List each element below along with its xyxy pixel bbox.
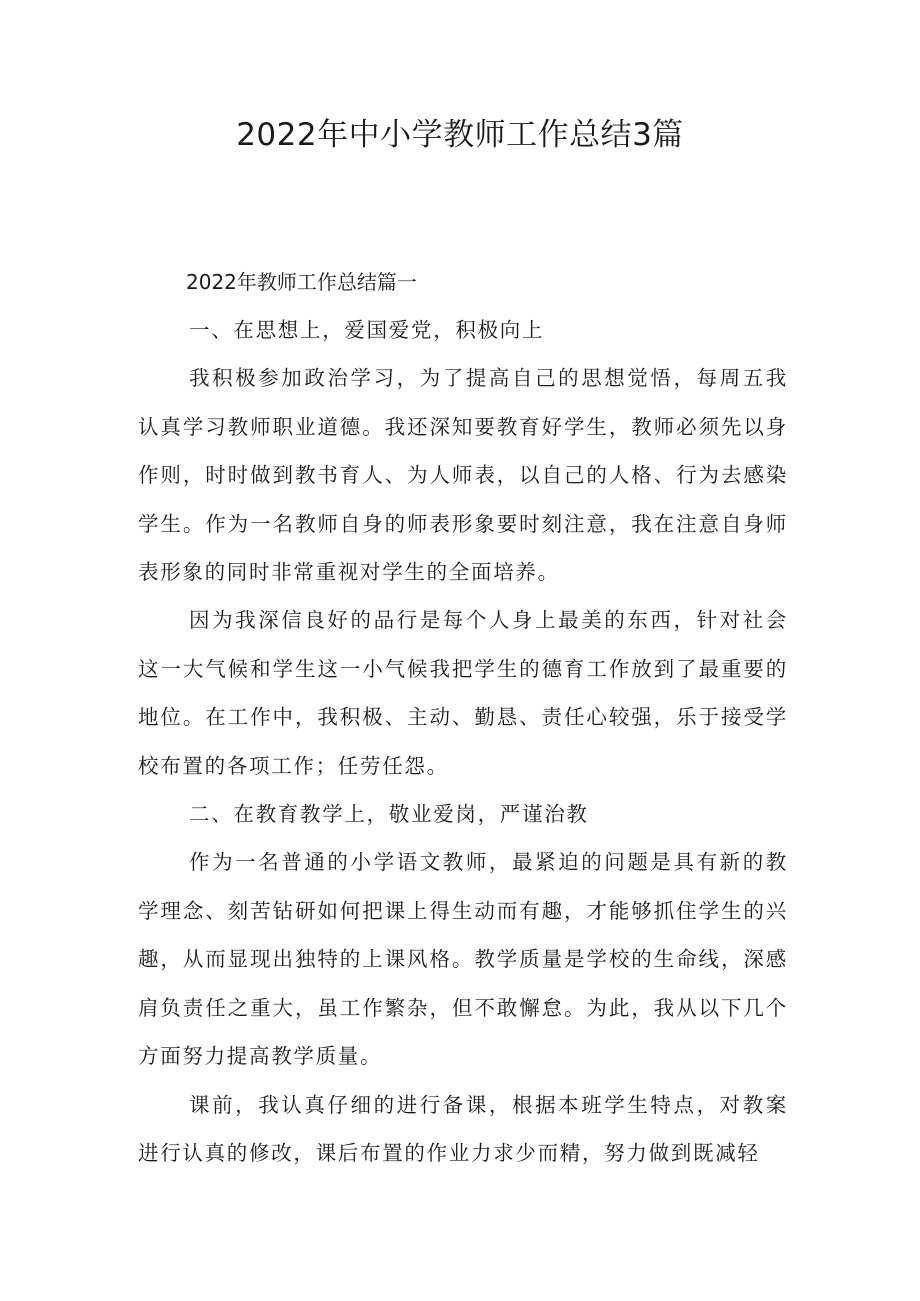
paragraph: 我积极参加政治学习，为了提高自己的思想觉悟，每周五我认真学习教师职业道德。我还深知要教育好学生，教师必须先以身作则，时时做到教书育人、为人师表，以自己的人格、行为去感染学生。作为一名教师自身的师表形象要时刻注意，我在注意自身师表形象的同时非常重视对学生的全面培养。 bbox=[138, 366, 788, 585]
document-title: 2022年中小学教师工作总结3篇 bbox=[236, 117, 684, 153]
document-body bbox=[138, 258, 788, 1177]
section-heading-1: 一、在思想上，爱国爱党，积极向上 bbox=[189, 318, 545, 342]
paragraph: 因为我深信良好的品行是每个人身上最美的东西，针对社会这一大气候和学生这一小气候我把学生的德育工作放到了最重要的地位。在工作中，我积极、主动、勤恳、责任心较强，乐于接受学校布置的各项工作；任劳任怨。 bbox=[138, 608, 788, 778]
section-heading-2: 二、在教育教学上，敬业爱岗，严谨治教 bbox=[189, 802, 589, 827]
paragraph: 作为一名普通的小学语文教师，最紧迫的问题是具有新的教学理念、刻苦钻研如何把课上得生动而有趣，才能够抓住学生的兴趣，从而显现出独特的上课风格。教学质量是学校的生命线，深感肩负责任之重大，虽工作繁杂，但不敢懈怠。为此，我从以下几个方面努力提高教学质量。 bbox=[138, 850, 788, 1069]
section-title: 2022年教师工作总结篇一 bbox=[186, 270, 417, 294]
paragraph: 课前，我认真仔细的进行备课，根据本班学生特点，对教案进行认真的修改，课后布置的作业力求少而精，努力做到既减轻 bbox=[138, 1092, 788, 1165]
